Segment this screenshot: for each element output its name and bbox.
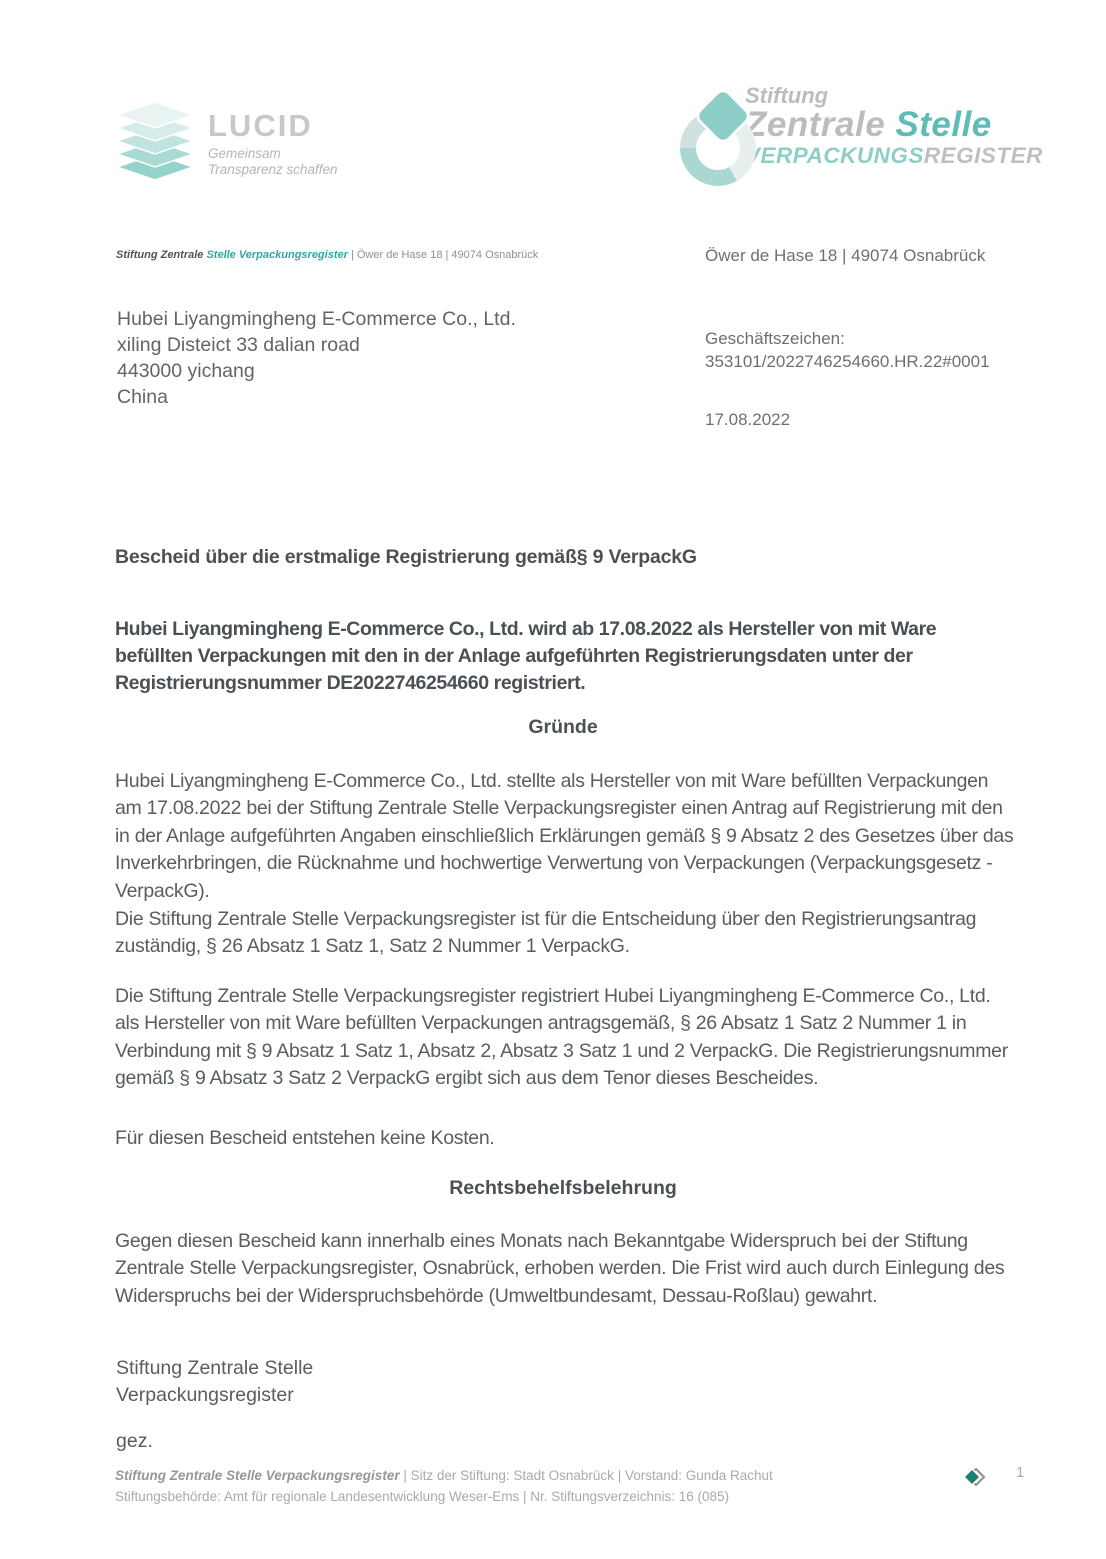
reference-block [705,327,990,373]
zsvr-logo-line3 [745,144,1043,168]
recipient-line: xiling Disteict 33 dalian road [117,334,360,356]
sender-street: | Öwer de Hase 18 | 49074 Osnabrück [347,249,539,261]
signed-abbreviation: gez. [116,1430,153,1452]
body-paragraph-3: Die Stiftung Zentrale Stelle Verpackungsregister registriert Hubei Liyangmingheng E-Commerce Co., Ltd. als Hersteller von mit Ware befüllten Verpackungen antragsgemäß, § 26 Absatz 1 Satz 2 Nummer 1 in Verbindung mit § 9 Absatz 1 Satz 1, Absatz 2, Absatz 3 Satz 1 und 2 VerpackG. Die Registrierungsnummer gemäß § 9 Absatz 3 Satz 2 VerpackG ergibt sich aus dem Tenor dieses Bescheides. [115,985,1008,1090]
appeal-paragraph: Gegen diesen Bescheid kann innerhalb eines Monats nach Bekanntgabe Widerspruch bei der Stiftung Zentrale Stelle Verpackungsregister, Osnabrück, erhoben werden. Die Frist wird auch durch Einlegung des Widerspruchs bei der Widerspruchsbehörde (Umweltbundesamt, Dessau-Roßlau) gewahrt. [115,1230,1005,1307]
page-marker-diamond-icon [963,1468,987,1491]
appeal-heading: Rechtsbehelfsbelehrung [449,1177,677,1199]
grounds-heading: Gründe [528,716,598,738]
footer [115,1465,875,1507]
footer-line-1 [115,1465,875,1486]
lucid-logo-name: LUCID [208,108,313,143]
zsvr-logo-line2 [745,107,1043,144]
zsvr-logo [671,84,1043,167]
sender-return-address [116,249,538,261]
body-paragraph-4: Für diesen Bescheid entstehen keine Kosten. [115,1127,495,1149]
body-paragraph-1: Hubei Liyangmingheng E-Commerce Co., Ltd. stellte als Hersteller von mit Ware befüllten Verpackungen am 17.08.2022 bei der Stiftung Zentrale Stelle Verpackungsregister einen Antrag auf Registrierung mit den in der Anlage aufgeführten Angaben einschließlich Erklärungen gemäß § 9 Absatz 2 des Gesetzes über das Inverkehrbringen, die Rücknahme und hochwertige Verwertung von Verpackungen (Verpackungsgesetz - VerpackG). [115,770,1014,902]
signature-line: Verpackungsregister [116,1384,294,1406]
sender-name-gray: Stiftung Zentrale [116,249,207,261]
zsvr-logo-register: REGISTER [923,142,1043,168]
ring-cube-icon [671,86,771,203]
sender-name-teal: Stelle Verpackungsregister [206,249,348,261]
footer-org-name: Stiftung Zentrale Stelle Verpackungsregister [115,1468,400,1483]
signature-block [116,1355,313,1409]
reference-value: 353101/2022746254660.HR.22#0001 [705,352,990,371]
lucid-tagline-line2: Transparenz schaffen [208,162,338,177]
page-number: 1 [1016,1464,1025,1481]
signature-line: Stiftung Zentrale Stelle [116,1357,314,1379]
zsvr-logo-zentrale: Zentrale [745,105,896,145]
lucid-layers-icon [117,98,193,189]
lucid-tagline-line1: Gemeinsam [208,146,281,161]
reference-label: Geschäftszeichen: [705,329,845,348]
recipient-address [117,306,516,410]
zsvr-logo-verpackungs: VERPACKUNGS [745,142,924,168]
document-date: 17.08.2022 [705,410,791,429]
body-paragraph-2: Die Stiftung Zentrale Stelle Verpackungsregister ist für die Entscheidung über den Registrierungsantrag zuständig, § 26 Absatz 1 Satz 1, Satz 2 Nummer 1 VerpackG. [115,908,977,958]
decision-paragraph: Hubei Liyangmingheng E-Commerce Co., Ltd. wird ab 17.08.2022 als Hersteller von mit Ware befüllten Verpackungen mit den in der Anlage aufgeführten Registrierungsdaten unter der Registrierungsnummer DE2022746254660 registriert. [115,618,937,694]
lucid-logo [117,98,338,189]
recipient-line: 443000 yichang [117,360,255,382]
document-subject: Bescheid über die erstmalige Registrierung gemäß§ 9 VerpackG [115,546,697,568]
zsvr-logo-stelle: Stelle [895,105,992,145]
footer-line-2: Stiftungsbehörde: Amt für regionale Landesentwicklung Weser-Ems | Nr. Stiftungsverzeichnis: 16 (085) [115,1489,730,1504]
zsvr-logo-line1: Stiftung [745,83,829,108]
recipient-line: China [117,386,168,408]
footer-org-details: | Sitz der Stiftung: Stadt Osnabrück | Vorstand: Gunda Rachut [399,1468,773,1483]
issuer-address: Öwer de Hase 18 | 49074 Osnabrück [705,246,986,265]
recipient-line: Hubei Liyangmingheng E-Commerce Co., Ltd. [117,308,516,330]
